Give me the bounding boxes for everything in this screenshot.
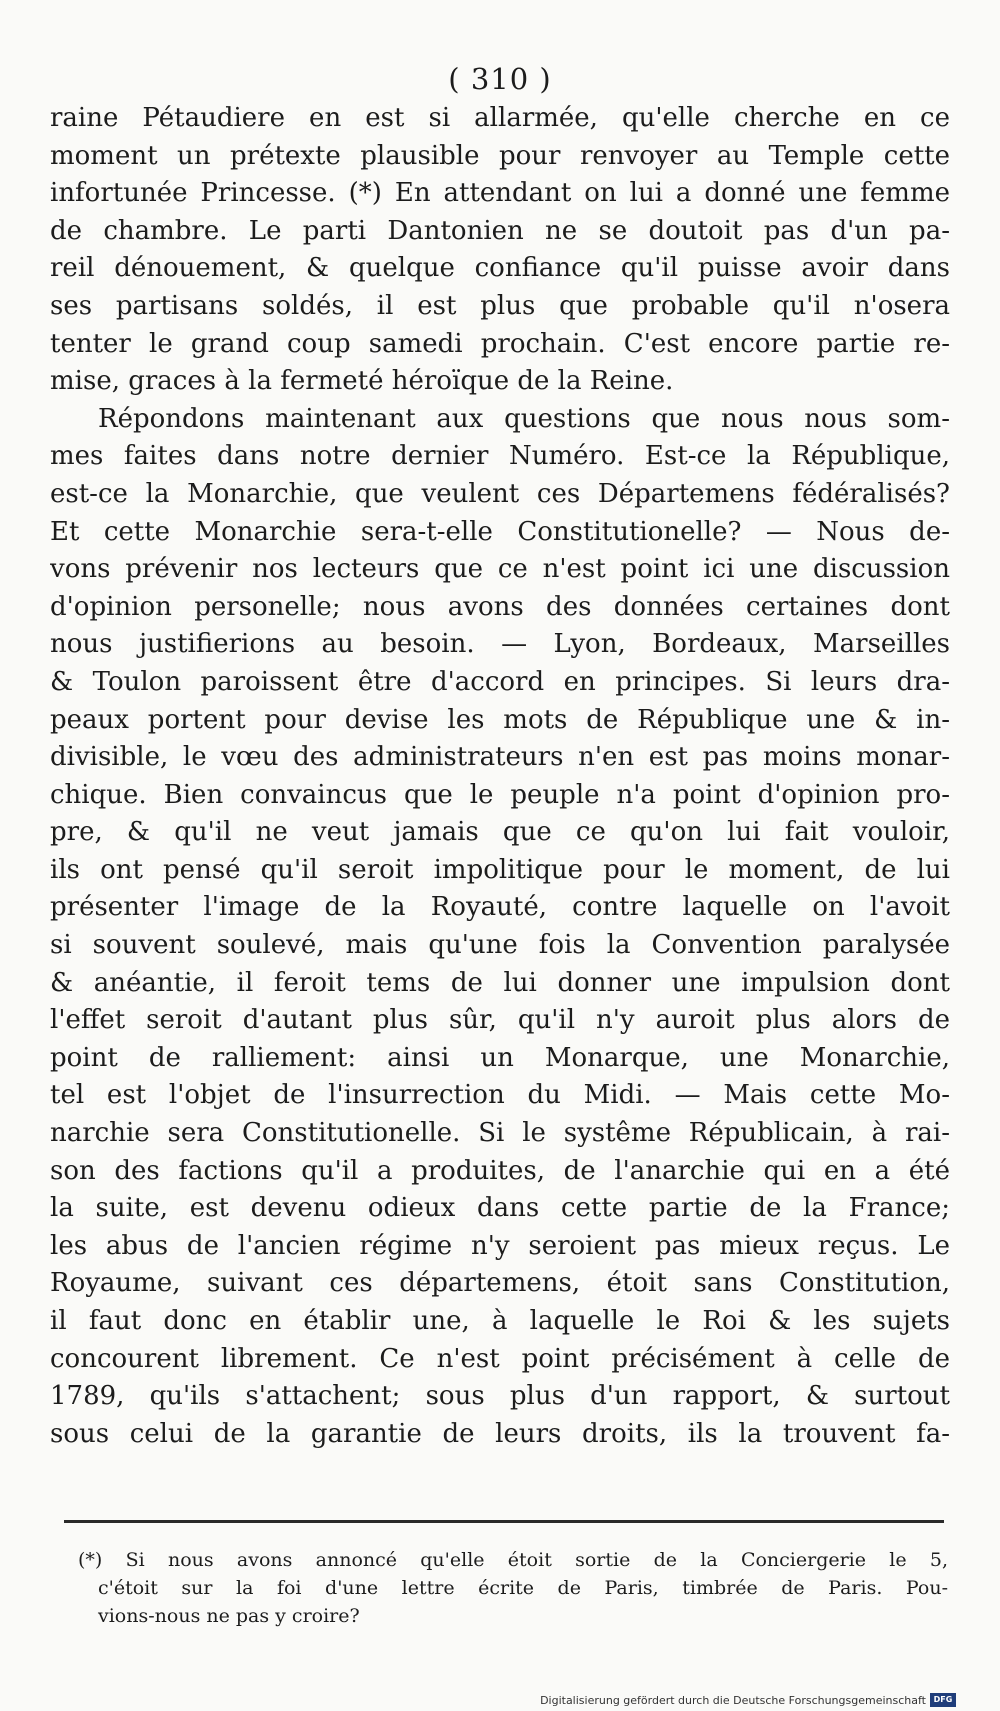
text-line: point de ralliement: ainsi un Monarque, une Monarchie,	[50, 1042, 950, 1073]
text-line: peaux portent pour devise les mots de République une & in-	[50, 704, 950, 735]
text-line: son des factions qu'il a produites, de l'anarchie qui en a été	[50, 1155, 950, 1186]
text-line: de chambre. Le parti Dantonien ne se doutoit pas d'un pa-	[50, 215, 950, 246]
text-line: mes faites dans notre dernier Numéro. Est-ce la République,	[50, 441, 950, 472]
text-line: présenter l'image de la Royauté, contre laquelle on l'avoit	[50, 892, 950, 923]
text-line: 1789, qu'ils s'attachent; sous plus d'un rapport, & surtout	[50, 1381, 950, 1412]
text-line: moment un prétexte plausible pour renvoyer au Temple cette	[50, 140, 950, 171]
footnote-line: vions-nous ne pas y croire?	[98, 1605, 360, 1627]
text-line: pre, & qu'il ne veut jamais que ce qu'on lui fait vouloir,	[50, 817, 950, 848]
text-line: si souvent soulevé, mais qu'une fois la Convention paralysée	[50, 930, 950, 961]
text-line: infortunée Princesse. (*) En attendant on lui a donné une femme	[50, 178, 950, 209]
text-line: tenter le grand coup samedi prochain. C'est encore partie re-	[50, 328, 950, 359]
footnote-line: (*) Si nous avons annoncé qu'elle étoit sortie de la Conciergerie le 5,	[78, 1549, 948, 1571]
text-line: & Toulon paroissent être d'accord en principes. Si leurs dra-	[50, 666, 950, 697]
text-line: d'opinion personelle; nous avons des données certaines dont	[50, 591, 950, 622]
text-line: reil dénouement, & quelque confiance qu'il puisse avoir dans	[50, 253, 950, 284]
footnote-divider	[64, 1520, 944, 1523]
text-line: concourent librement. Ce n'est point précisément à celle de	[50, 1343, 950, 1374]
dfg-logo: DFG	[930, 1693, 956, 1707]
text-line: vons prévenir nos lecteurs que ce n'est point ici une discussion	[50, 554, 950, 585]
text-line: tel est l'objet de l'insurrection du Midi. — Mais cette Mo-	[50, 1080, 950, 1111]
text-line: Royaume, suivant ces départemens, étoit sans Constitution,	[50, 1268, 950, 1299]
text-line: sous celui de la garantie de leurs droits, ils la trouvent fa-	[50, 1418, 950, 1449]
text-line: narchie sera Constitutionelle. Si le systême Républicain, à rai-	[50, 1118, 950, 1149]
text-line: raine Pétaudiere en est si allarmée, qu'elle cherche en ce	[50, 103, 950, 133]
text-line: est-ce la Monarchie, que veulent ces Départemens fédéralisés?	[50, 478, 950, 509]
text-line: divisible, le vœu des administrateurs n'en est pas moins monar-	[50, 742, 950, 773]
text-line: ses partisans soldés, il est plus que probable qu'il n'osera	[50, 290, 950, 321]
text-line: l'effet seroit d'autant plus sûr, qu'il n'y auroit plus alors de	[50, 1005, 950, 1036]
text-line: mise, graces à la fermeté héroïque de la Reine.	[50, 366, 674, 397]
text-line: chique. Bien convaincus que le peuple n'a point d'opinion pro-	[50, 779, 950, 810]
text-line: ils ont pensé qu'il seroit impolitique pour le moment, de lui	[50, 854, 950, 885]
text-line: la suite, est devenu odieux dans cette partie de la France;	[50, 1193, 950, 1224]
text-line: & anéantie, il feroit tems de lui donner une impulsion dont	[50, 967, 950, 998]
body-text	[50, 100, 950, 1453]
footnote	[78, 1546, 948, 1630]
text-line: les abus de l'ancien régime n'y seroient pas mieux reçus. Le	[50, 1230, 950, 1261]
digitization-text: Digitalisierung gefördert durch die Deutsche Forschungsgemeinschaft	[540, 1693, 926, 1707]
digitization-notice	[540, 1693, 956, 1707]
text-line: Et cette Monarchie sera-t-elle Constitutionelle? — Nous de-	[50, 516, 950, 547]
text-line: Répondons maintenant aux questions que nous nous som-	[98, 403, 950, 434]
text-line: il faut donc en établir une, à laquelle le Roi & les sujets	[50, 1306, 950, 1336]
page-number: ( 310 )	[448, 62, 552, 96]
footnote-line: c'étoit sur la foi d'une lettre écrite de Paris, timbrée de Paris. Pou-	[98, 1577, 948, 1599]
text-line: nous justifierions au besoin. — Lyon, Bordeaux, Marseilles	[50, 629, 950, 660]
